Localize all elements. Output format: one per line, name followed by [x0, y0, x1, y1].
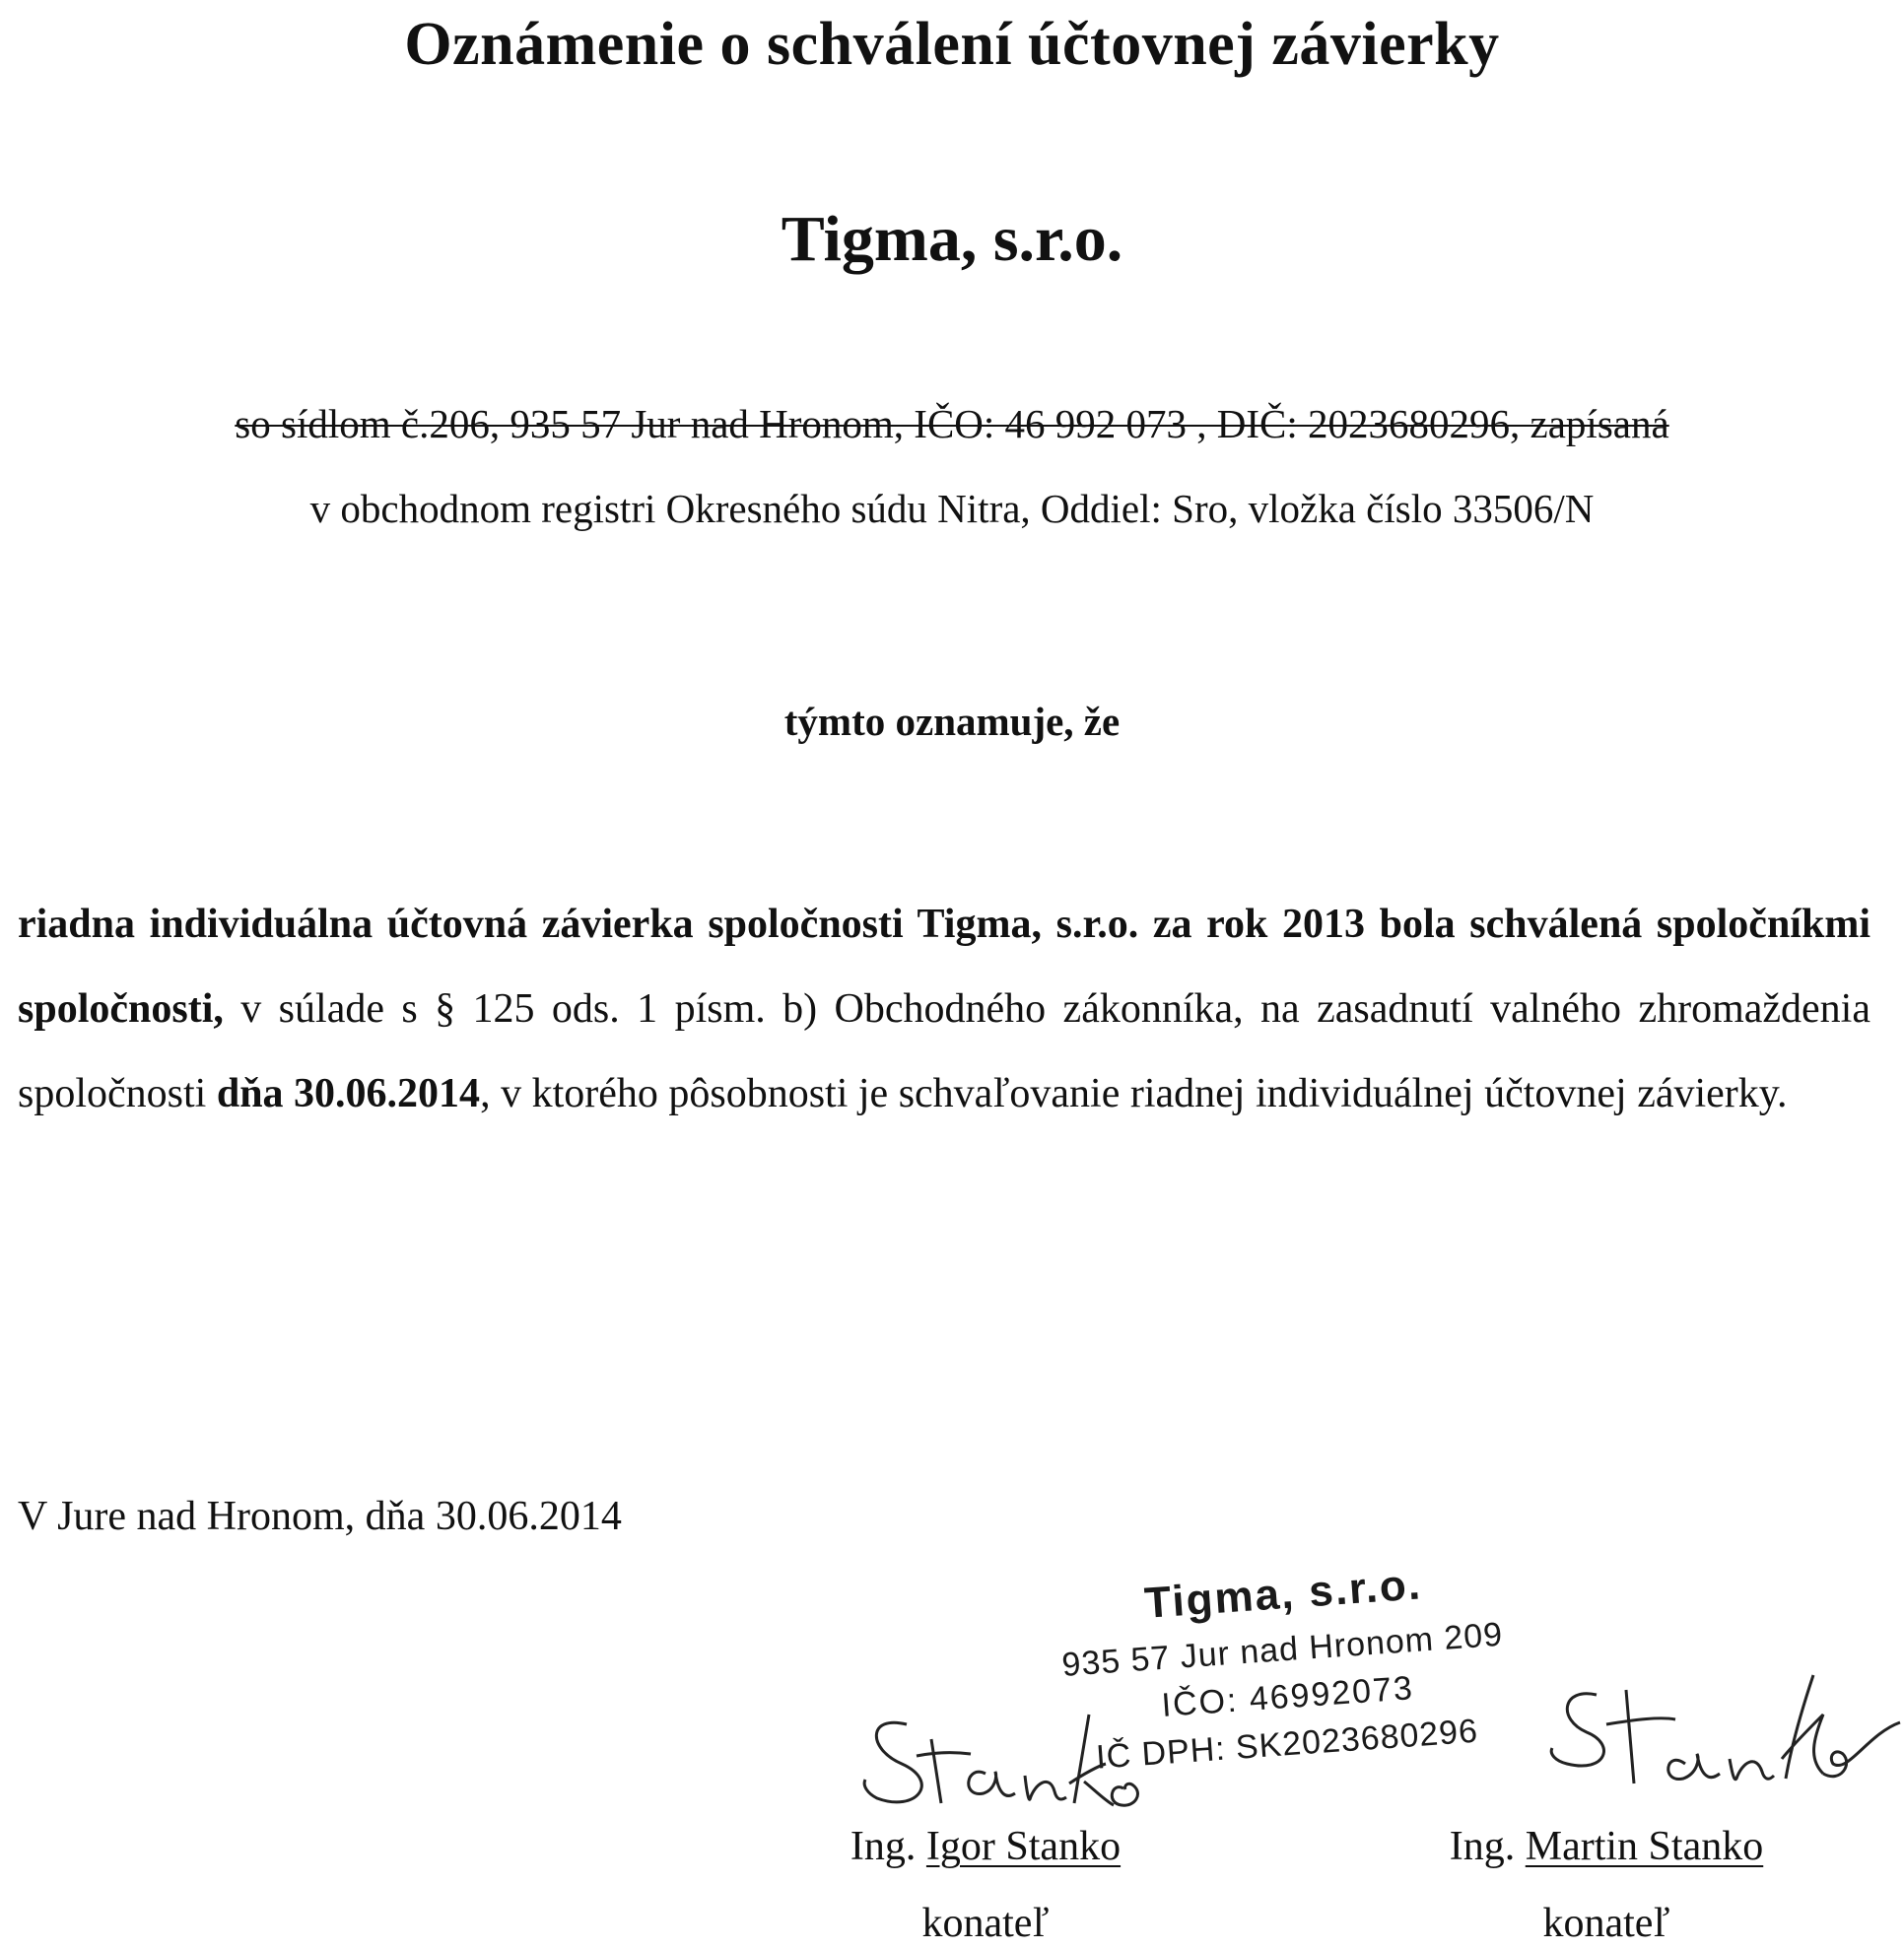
signatory-2-name	[1399, 1823, 1813, 1870]
company-registry-line: v obchodnom registri Okresného súdu Nitra, Oddiel: Sro, vložka číslo 33506/N	[309, 486, 1595, 531]
stamp-ico: IČO: 46992073	[1160, 1669, 1416, 1724]
announcement-heading: týmto oznamuje, že	[783, 699, 1121, 744]
place-and-date: V Jure nad Hronom, dňa 30.06.2014	[18, 1494, 622, 1539]
signatory-1-name	[808, 1823, 1163, 1870]
announcement-body	[18, 882, 1870, 1136]
document-title: Oznámenie o schválení účtovnej závierky	[404, 11, 1500, 78]
signatory-1-role: konateľ	[921, 1901, 1050, 1946]
signatory-2-role: konateľ	[1542, 1901, 1670, 1946]
body-text-part2: , v ktorého pôsobnosti je schvaľovanie riadnej individuálnej účtovnej závierky.	[480, 1071, 1788, 1116]
signatory-1-prefix: Ing.	[850, 1824, 926, 1869]
signatory-1-full-name: Igor Stanko	[925, 1824, 1122, 1869]
company-name: Tigma, s.r.o.	[781, 203, 1123, 275]
body-bold-date: dňa 30.06.2014	[216, 1071, 481, 1116]
signatory-2-full-name: Martin Stanko	[1525, 1824, 1764, 1869]
company-stamp	[1045, 1548, 1609, 1783]
stamp-address: 935 57 Jur nad Hronom 209	[1060, 1615, 1505, 1684]
signatory-2-prefix: Ing.	[1449, 1824, 1526, 1869]
body-bold-intro: riadna individuálna účtovná závierka spoločnosti Tigma, s.r.o. za rok 2013 bola schválená spoločníkmi spoločnosti,	[18, 902, 1870, 1032]
company-address-line: so sídlom č.206, 935 57 Jur nad Hronom, IČO: 46 992 073 , DIČ: 2023680296, zapísaná	[235, 401, 1669, 446]
stamp-vat-id: IČ DPH: SK2023680296	[1094, 1712, 1480, 1777]
stamp-company-name: Tigma, s.r.o.	[1142, 1560, 1424, 1628]
body-text-part1: v súlade s § 125 ods. 1 písm. b) Obchodného zákonníka, na zasadnutí valného zhromaždenia spoločnosti	[18, 986, 1870, 1116]
